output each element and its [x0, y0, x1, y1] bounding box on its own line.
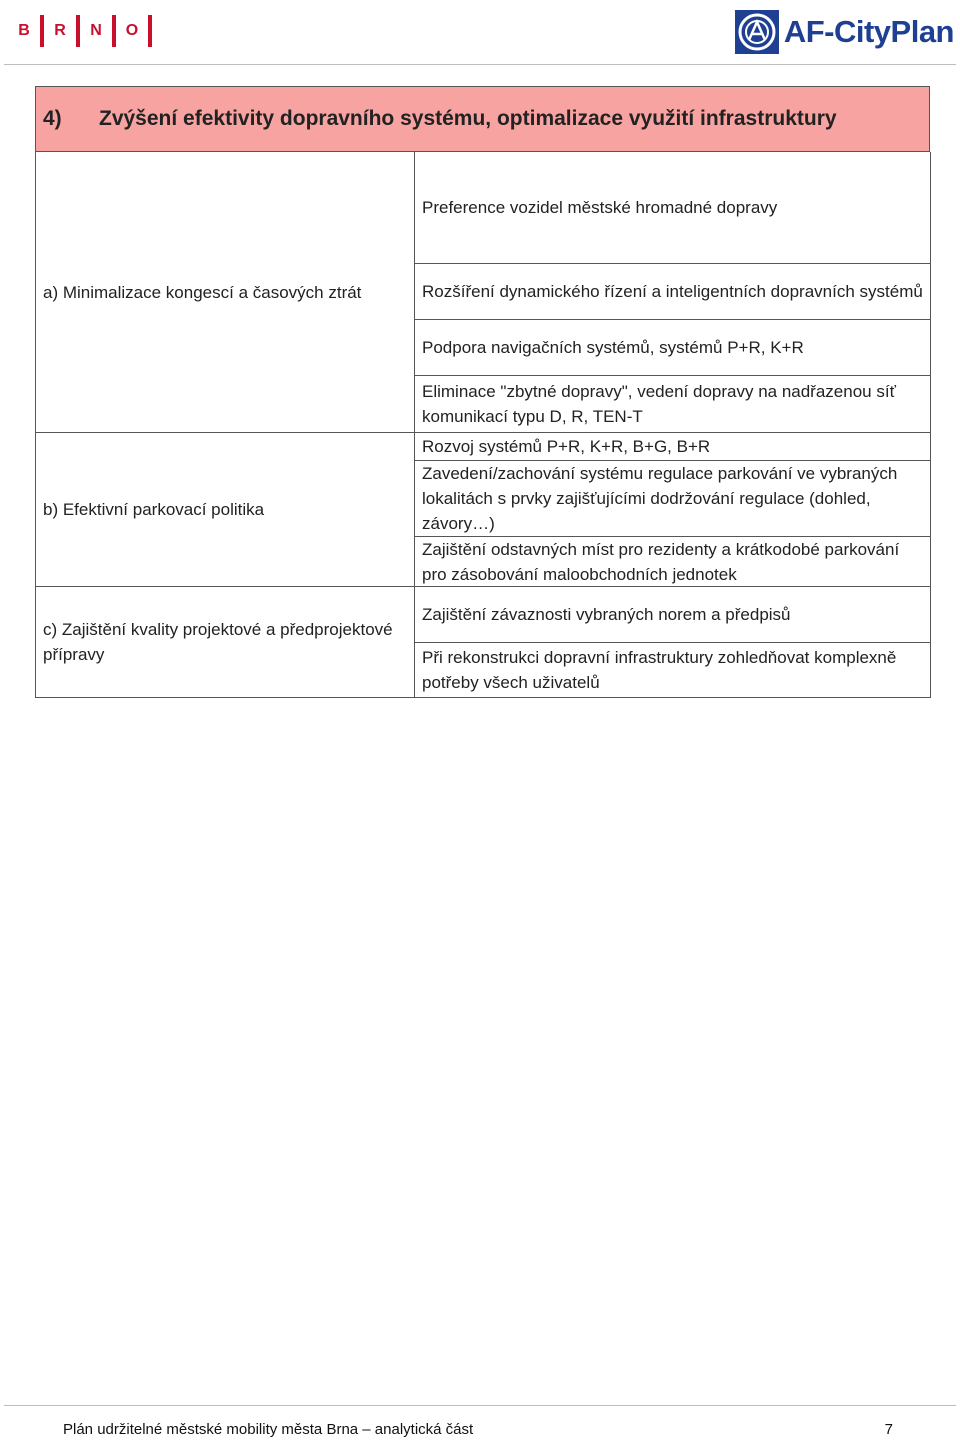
goal-b-text: b) Efektivní parkovací politika: [43, 500, 265, 519]
measure-cell: [414, 433, 931, 461]
measure-cell: [414, 320, 931, 376]
af-cityplan-logo: [734, 6, 954, 58]
measure-cell: [414, 376, 931, 433]
goal-cell-a: [35, 152, 414, 433]
measure-text: Při rekonstrukci dopravní infrastruktury zohledňovat komplexně potřeby všech uživatelů: [422, 648, 897, 692]
footer-divider: [4, 1405, 956, 1406]
goal-c-text: c) Zajištění kvality projektové a předprojektové přípravy: [43, 620, 393, 664]
section-title: Zvýšení efektivity dopravního systému, optimalizace využití infrastruktury: [99, 107, 837, 130]
measure-text: Zavedení/zachování systému regulace parkování ve vybraných lokalitách s prvky zajišťujícími dodržování regulace (dohled, závory…): [422, 464, 898, 533]
measure-cell: [414, 461, 931, 537]
section-title-row: [35, 86, 930, 152]
measure-cell: [414, 537, 931, 587]
af-logo-text: AF-CityPlan: [783, 14, 954, 49]
page-number: 7: [884, 1421, 893, 1438]
header-divider: [4, 64, 956, 65]
brno-logo-letter-b: B: [18, 22, 30, 39]
brno-logo-letter-o: O: [125, 22, 139, 39]
measure-cell: [414, 587, 931, 643]
measure-text: Preference vozidel městské hromadné dopravy: [422, 198, 778, 217]
section-number: 4): [43, 107, 62, 130]
goal-cell-b: [35, 433, 414, 587]
measure-text: Zajištění odstavných míst pro rezidenty a krátkodobé parkování pro zásobování maloobchodních jednotek: [422, 539, 900, 584]
brno-logo-bar: [76, 15, 80, 47]
measure-cell: [414, 264, 931, 320]
measure-cell: [414, 643, 931, 698]
measure-text: Zajištění závaznosti vybraných norem a předpisů: [422, 605, 791, 624]
page-header: [0, 0, 960, 64]
af-emblem-icon: [734, 9, 780, 55]
brno-logo-letter-n: N: [90, 22, 102, 39]
brno-logo: [14, 14, 158, 48]
measure-text: Podpora navigačních systémů, systémů P+R, K+R: [422, 338, 804, 357]
brno-logo-bar: [112, 15, 116, 47]
brno-logo-bar: [148, 15, 152, 47]
measure-text: Rozšíření dynamického řízení a inteligentních dopravních systémů: [422, 282, 923, 301]
measure-cell: [414, 152, 931, 264]
measures-table: [35, 152, 931, 698]
brno-logo-bar: [40, 15, 44, 47]
goal-a-text: a) Minimalizace kongescí a časových ztrát: [43, 282, 362, 302]
measure-text: Rozvoj systémů P+R, K+R, B+G, B+R: [422, 437, 711, 456]
brno-logo-letter-r: R: [54, 22, 66, 39]
measure-text: Eliminace "zbytné dopravy", vedení dopravy na nadřazenou síť komunikací typu D, R, TEN-T: [422, 382, 896, 426]
footer-text: Plán udržitelné městské mobility města Brna – analytická část: [63, 1421, 474, 1438]
goal-cell-c: [35, 587, 414, 698]
